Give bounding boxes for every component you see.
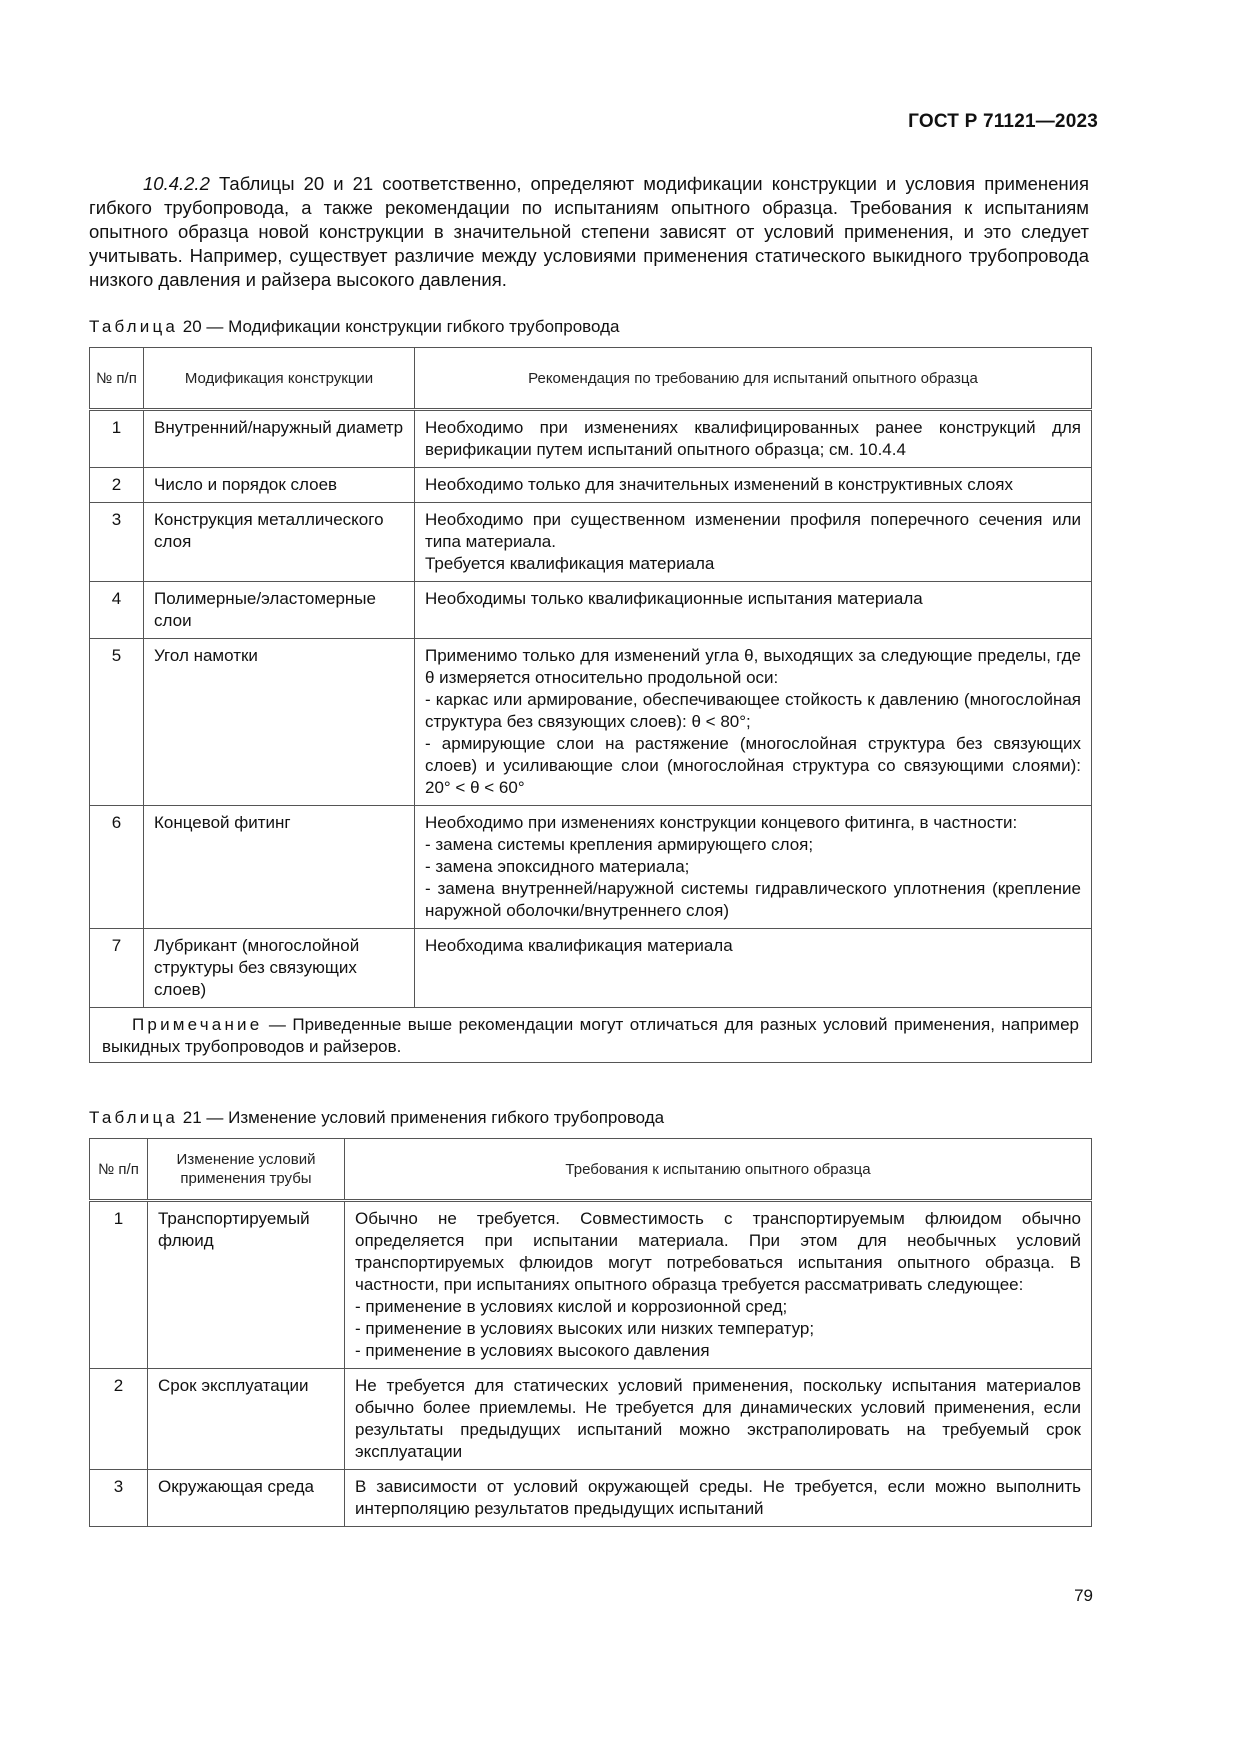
intro-text: Таблицы 20 и 21 соответственно, определяют модификации конструкции и условия применения гибкого трубопровода, а также рекомендации по испытаниям опытного образца. Требования к испытаниям опытного образца новой конструкции в значительной степени зависят от условий применения, и это следует учитывать. Например, существует различие между условиями применения статического выкидного трубопровода низкого давления и райзера высокого давления. <box>89 173 1089 290</box>
table20-header-row <box>90 348 1092 410</box>
row-name: Конструкция металлического слоя <box>144 503 415 582</box>
table-row <box>90 1470 1092 1527</box>
description-line: - замена эпоксидного материала; <box>425 857 690 876</box>
description-line: - применение в условиях высоких или низких температур; <box>355 1319 815 1338</box>
row-description <box>415 582 1092 639</box>
table-row <box>90 1369 1092 1470</box>
table21-caption-title: 21 — Изменение условий применения гибкого трубопровода <box>178 1108 665 1127</box>
page-number: 79 <box>1074 1586 1093 1605</box>
note-label: Примечание <box>132 1015 263 1034</box>
description-line: - армирующие слои на растяжение (многослойная структура без связующих слоев) и усиливающие слои (многослойная структура со связующими слоями): 20° < θ < 60° <box>425 734 1081 797</box>
row-name: Транспортируемый флюид <box>148 1201 345 1369</box>
row-description <box>345 1201 1092 1369</box>
row-number: 7 <box>90 929 144 1008</box>
table21-header-row <box>90 1139 1092 1201</box>
table21-header-num: № п/п <box>90 1139 148 1201</box>
description-line: - замена системы крепления армирующего слоя; <box>425 835 814 854</box>
row-name: Полимерные/эластомерные слои <box>144 582 415 639</box>
table21-header-requirements: Требования к испытанию опытного образца <box>345 1139 1092 1201</box>
description-line: Необходимо при существенном изменении профиля поперечного сечения или типа материала. <box>425 510 1081 551</box>
row-number: 5 <box>90 639 144 806</box>
row-number: 3 <box>90 503 144 582</box>
description-line: Требуется квалификация материала <box>425 554 715 573</box>
row-description <box>415 503 1092 582</box>
table-row <box>90 639 1092 806</box>
table-row <box>90 468 1092 503</box>
table-20 <box>89 347 1092 1063</box>
table20-header-num: № п/п <box>90 348 144 410</box>
description-line: Необходима квалификация материала <box>425 936 733 955</box>
row-number: 4 <box>90 582 144 639</box>
intro-paragraph <box>89 172 1089 292</box>
table-row <box>90 806 1092 929</box>
description-line: Применимо только для изменений угла θ, выходящих за следующие пределы, где θ измеряется относительно продольной оси: <box>425 646 1081 687</box>
row-number: 1 <box>90 410 144 468</box>
description-line: В зависимости от условий окружающей среды. Не требуется, если можно выполнить интерполяцию результатов предыдущих испытаний <box>355 1477 1081 1518</box>
row-name: Лубрикант (многослойной структуры без связующих слоев) <box>144 929 415 1008</box>
row-number: 3 <box>90 1470 148 1527</box>
row-name: Число и порядок слоев <box>144 468 415 503</box>
row-number: 6 <box>90 806 144 929</box>
table20-caption-title: 20 — Модификации конструкции гибкого трубопровода <box>178 317 620 336</box>
table20-header-modification: Модификация конструкции <box>144 348 415 410</box>
row-number: 2 <box>90 1369 148 1470</box>
document-code: ГОСТ Р 71121—2023 <box>908 111 1098 132</box>
row-number: 2 <box>90 468 144 503</box>
description-line: Необходимо при изменениях конструкции концевого фитинга, в частности: <box>425 813 1018 832</box>
table20-header-recommendation: Рекомендация по требованию для испытаний опытного образца <box>415 348 1092 410</box>
table21-caption <box>89 1108 664 1128</box>
row-description <box>415 929 1092 1008</box>
table21-header-condition: Изменение условий применения трубы <box>148 1139 345 1201</box>
description-line: Обычно не требуется. Совместимость с транспортируемым флюидом обычно определяется при испытании материала. При этом для необычных условий транспортируемых флюидов могут потребоваться испытания опытного образца. В частности, при испытаниях опытного образца требуется рассматривать следующее: <box>355 1209 1081 1294</box>
description-line: Не требуется для статических условий применения, поскольку испытания материалов обычно более приемлемы. Не требуется для динамических условий применения, если результаты предыдущих испытаний можно экстраполировать на требуемый срок эксплуатации <box>355 1376 1081 1461</box>
row-description <box>415 639 1092 806</box>
row-name: Угол намотки <box>144 639 415 806</box>
table-row <box>90 503 1092 582</box>
section-reference: 10.4.2.2 <box>143 173 210 194</box>
table-row <box>90 582 1092 639</box>
description-line: Необходимо при изменениях квалифицированных ранее конструкций для верификации путем испытаний опытного образца; см. 10.4.4 <box>425 418 1081 459</box>
row-description <box>345 1369 1092 1470</box>
row-description <box>415 468 1092 503</box>
table-21 <box>89 1138 1092 1527</box>
description-line: - применение в условиях кислой и коррозионной сред; <box>355 1297 788 1316</box>
description-line: - каркас или армирование, обеспечивающее стойкость к давлению (многослойная структура без связующих слоев): θ < 80°; <box>425 690 1081 731</box>
row-name: Окружающая среда <box>148 1470 345 1527</box>
table20-caption-word: Таблица <box>89 317 179 336</box>
table20-note <box>90 1008 1092 1063</box>
table20-note-row <box>90 1008 1092 1063</box>
table20-caption <box>89 317 619 337</box>
row-description <box>415 410 1092 468</box>
description-line: - применение в условиях высокого давления <box>355 1341 710 1360</box>
description-line: Необходимы только квалификационные испытания материала <box>425 589 923 608</box>
description-line: Необходимо только для значительных изменений в конструктивных слоях <box>425 475 1013 494</box>
row-description <box>345 1470 1092 1527</box>
row-name: Срок эксплуатации <box>148 1369 345 1470</box>
row-name: Внутренний/наружный диаметр <box>144 410 415 468</box>
description-line: - замена внутренней/наружной системы гидравлического уплотнения (крепление наружной оболочки/внутреннего слоя) <box>425 879 1081 920</box>
row-name: Концевой фитинг <box>144 806 415 929</box>
row-description <box>415 806 1092 929</box>
table-row <box>90 1201 1092 1369</box>
table-row <box>90 410 1092 468</box>
table-row <box>90 929 1092 1008</box>
note-text: — Приведенные выше рекомендации могут отличаться для разных условий применения, например выкидных трубопроводов и райзеров. <box>102 1015 1079 1056</box>
row-number: 1 <box>90 1201 148 1369</box>
table21-caption-word: Таблица <box>89 1108 179 1127</box>
